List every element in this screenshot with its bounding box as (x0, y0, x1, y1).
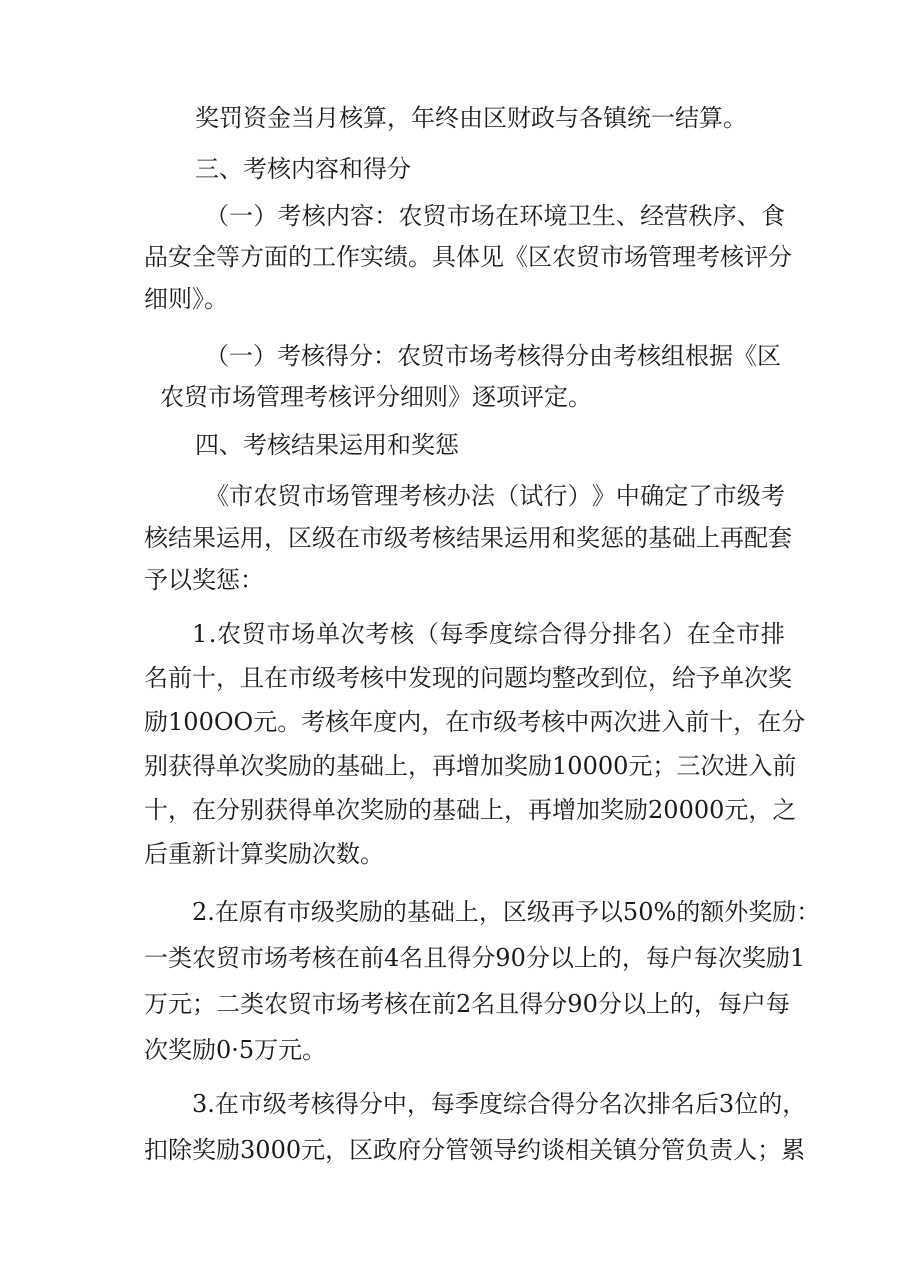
section-heading: 三、考核内容和得分 (195, 155, 411, 183)
paragraph-line: 次奖励0·5万元。 (144, 1036, 327, 1064)
paragraph-line: 万 元 ； 二 类 农 贸 市 场 考 核 在 前 2 名 且 得 分 9 0 分 以 上 的 ， 每 户 每 (144, 990, 790, 1018)
paragraph-line: 细则》。 (144, 285, 228, 313)
paragraph-line: 十 ， 在 分 别 获 得 单 次 奖 励 的 基 础 上 ， 再 增 加 奖 励 2 0 0 0 0 元 ， 之 (144, 796, 797, 824)
paragraph-line: 一 类 农 贸 市 场 考 核 在 前 4 名 且 得 分 9 0 分 以 上 的 ， 每 户 每 次 奖 励 1 (144, 944, 806, 972)
paragraph-line: 奖罚资金当月核算，年终由区财政与各镇统一结算。 (195, 104, 747, 132)
paragraph-line: 励 1 0 0 O O 元 。 考 核 年 度 内 ， 在 市 级 考 核 中 两 次 进 入 前 十 ， 在 分 (144, 708, 806, 736)
paragraph-line: 予以奖惩： (144, 566, 264, 594)
paragraph-line: 品安全等方面的工作实绩。具体见《区农贸市场管理考核评分 (144, 243, 792, 271)
paragraph-line: （ 一 ） 考 核 内 容 ： 农 贸 市 场 在 环 境 卫 生 、 经 营 秩 序 、 食 (205, 202, 785, 230)
section-heading: 四、考核结果运用和奖惩 (195, 431, 459, 459)
paragraph-line: 2 . 在 原 有 市 级 奖 励 的 基 础 上 ， 区 级 再 予 以 5 0 % 的 额 外 奖 励 ： (192, 898, 821, 926)
paragraph-line: 《 市 农 贸 市 场 管 理 考 核 办 法 （ 试 行 ） 》 中 确 定 了 市 级 考 (205, 482, 785, 510)
paragraph-line: （一）考核得分：农贸市场考核得分由考核组根据《区 (205, 342, 781, 370)
paragraph-line: 名 前 十 ， 且 在 市 级 考 核 中 发 现 的 问 题 均 整 改 到 位 ， 给 予 单 次 奖 (144, 664, 792, 692)
paragraph-line: 1 . 农 贸 市 场 单 次 考 核 （ 每 季 度 综 合 得 分 排 名 ） 在 全 市 排 (192, 620, 785, 648)
paragraph-line: 核 结 果 运 用 ， 区 级 在 市 级 考 核 结 果 运 用 和 奖 惩 的 基 础 上 再 配 套 (144, 524, 792, 552)
paragraph-line: 扣 除 奖 励 3 0 0 0 元 ， 区 政 府 分 管 领 导 约 谈 相 关 镇 分 管 负 责 人 ； 累 (144, 1136, 806, 1164)
paragraph-line: 3 . 在 市 级 考 核 得 分 中 ， 每 季 度 综 合 得 分 名 次 排 名 后 3 位 的 ， (192, 1090, 807, 1118)
paragraph-line: 农贸市场管理考核评分细则》逐项评定。 (160, 383, 592, 411)
paragraph-line: 别 获 得 单 次 奖 励 的 基 础 上 ， 再 增 加 奖 励 1 0 0 0 0 元 ； 三 次 进 入 前 (144, 752, 797, 780)
paragraph-line: 后重新计算奖励次数。 (144, 840, 384, 868)
